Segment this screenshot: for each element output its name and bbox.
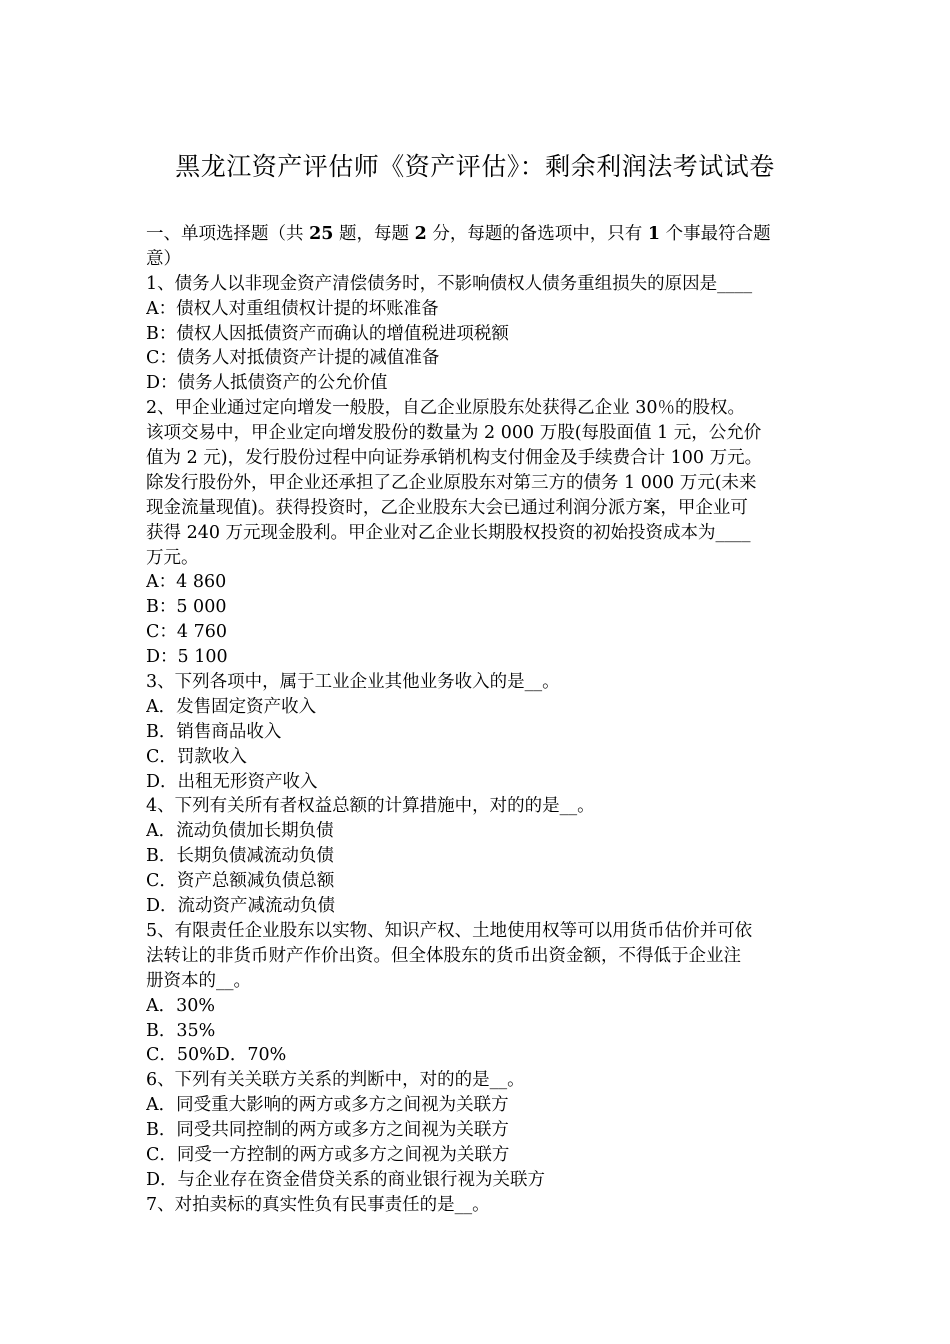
answer-option: D：债务人抵债资产的公允价值 [146, 373, 388, 394]
correct-count: 1 [647, 224, 661, 244]
question-stem: 值为 2 元)，发行股份过程中向证券承销机构支付佣金及手续费合计 100 万元。 [146, 448, 763, 469]
section-heading [146, 222, 810, 247]
question-count: 25 [309, 224, 334, 244]
document-title: 黑龙江资产评估师《资产评估》：剩余利润法考试试卷 [175, 152, 775, 181]
answer-option: A．发售固定资产收入 [146, 696, 317, 717]
question-stem: 现金流量现值)。获得投资时，乙企业股东大会已通过利润分派方案，甲企业可 [146, 497, 748, 518]
question-item [146, 1193, 810, 1218]
question-stem: 4、下列有关所有者权益总额的计算措施中，对的的是__。 [146, 796, 595, 817]
question-stem: 7、对拍卖标的真实性负有民事责任的是__。 [146, 1194, 490, 1215]
answer-option: C：4 760 [146, 622, 227, 643]
answer-option: C．50%D．70% [146, 1045, 287, 1066]
answer-option: C．同受一方控制的两方或多方之间视为关联方 [146, 1144, 510, 1165]
document-body [146, 222, 810, 1218]
question-item [146, 919, 810, 1068]
question-stem: 获得 240 万元现金股利。甲企业对乙企业长期股权投资的初始投资成本为____ [146, 522, 751, 543]
question-stem: 3、下列各项中，属于工业企业其他业务收入的是__。 [146, 672, 560, 693]
question-item [146, 272, 810, 396]
answer-option: D．流动资产减流动负债 [146, 896, 336, 917]
question-stem: 册资本的__。 [146, 970, 251, 991]
answer-option: D：5 100 [146, 647, 228, 668]
answer-option: C．资产总额减负债总额 [146, 871, 335, 892]
answer-option: B．长期负债减流动负债 [146, 846, 334, 867]
heading-text: 分，每题的备选项中，只有 [426, 224, 648, 244]
question-item [146, 794, 810, 918]
question-item [146, 396, 810, 670]
question-stem: 该项交易中，甲企业定向增发股份的数量为 2 000 万股(每股面值 1 元，公允价 [146, 423, 762, 444]
answer-option: B：5 000 [146, 597, 227, 618]
answer-option: B．同受共同控制的两方或多方之间视为关联方 [146, 1120, 509, 1141]
heading-text: 一、单项选择题（共 [146, 224, 310, 244]
question-stem: 万元。 [146, 547, 199, 568]
question-stem: 1、债务人以非现金资产清偿债务时，不影响债权人债务重组损失的原因是____ [146, 273, 753, 294]
points-per-question: 2 [414, 224, 427, 244]
question-stem: 2、甲企业通过定向增发一般股，自乙企业原股东处获得乙企业 30％的股权。 [146, 398, 745, 419]
question-list [146, 272, 810, 1218]
question-stem: 法转让的非货币财产作价出资。但全体股东的货币出资金额，不得低于企业注 [146, 945, 741, 966]
question-item [146, 670, 810, 794]
answer-option: A：债权人对重组债权计提的坏账准备 [146, 298, 439, 319]
question-stem: 除发行股份外，甲企业还承担了乙企业原股东对第三方的债务 1 000 万元(未来 [146, 472, 757, 493]
section-heading-line2: 意） [146, 248, 181, 269]
answer-option: B：债权人因抵债资产而确认的增值税进项税额 [146, 323, 509, 344]
answer-option: A．同受重大影响的两方或多方之间视为关联方 [146, 1095, 509, 1116]
question-stem: 5、有限责任企业股东以实物、知识产权、土地使用权等可以用货币估价并可依 [146, 920, 753, 941]
question-item [146, 1068, 810, 1192]
question-stem: 6、下列有关关联方关系的判断中，对的的是__。 [146, 1070, 525, 1091]
answer-option: B．销售商品收入 [146, 721, 282, 742]
answer-option: A．30% [146, 995, 216, 1016]
heading-text: 个事最符合题 [660, 224, 771, 244]
answer-option: D．出租无形资产收入 [146, 771, 318, 792]
answer-option: A．流动负债加长期负债 [146, 821, 334, 842]
answer-option: C：债务人对抵债资产计提的减值准备 [146, 348, 440, 369]
answer-option: D．与企业存在资金借贷关系的商业银行视为关联方 [146, 1169, 546, 1190]
answer-option: A：4 860 [146, 572, 227, 593]
answer-option: B．35% [146, 1020, 216, 1041]
heading-text: 题，每题 [333, 224, 415, 244]
answer-option: C．罚款收入 [146, 746, 247, 767]
